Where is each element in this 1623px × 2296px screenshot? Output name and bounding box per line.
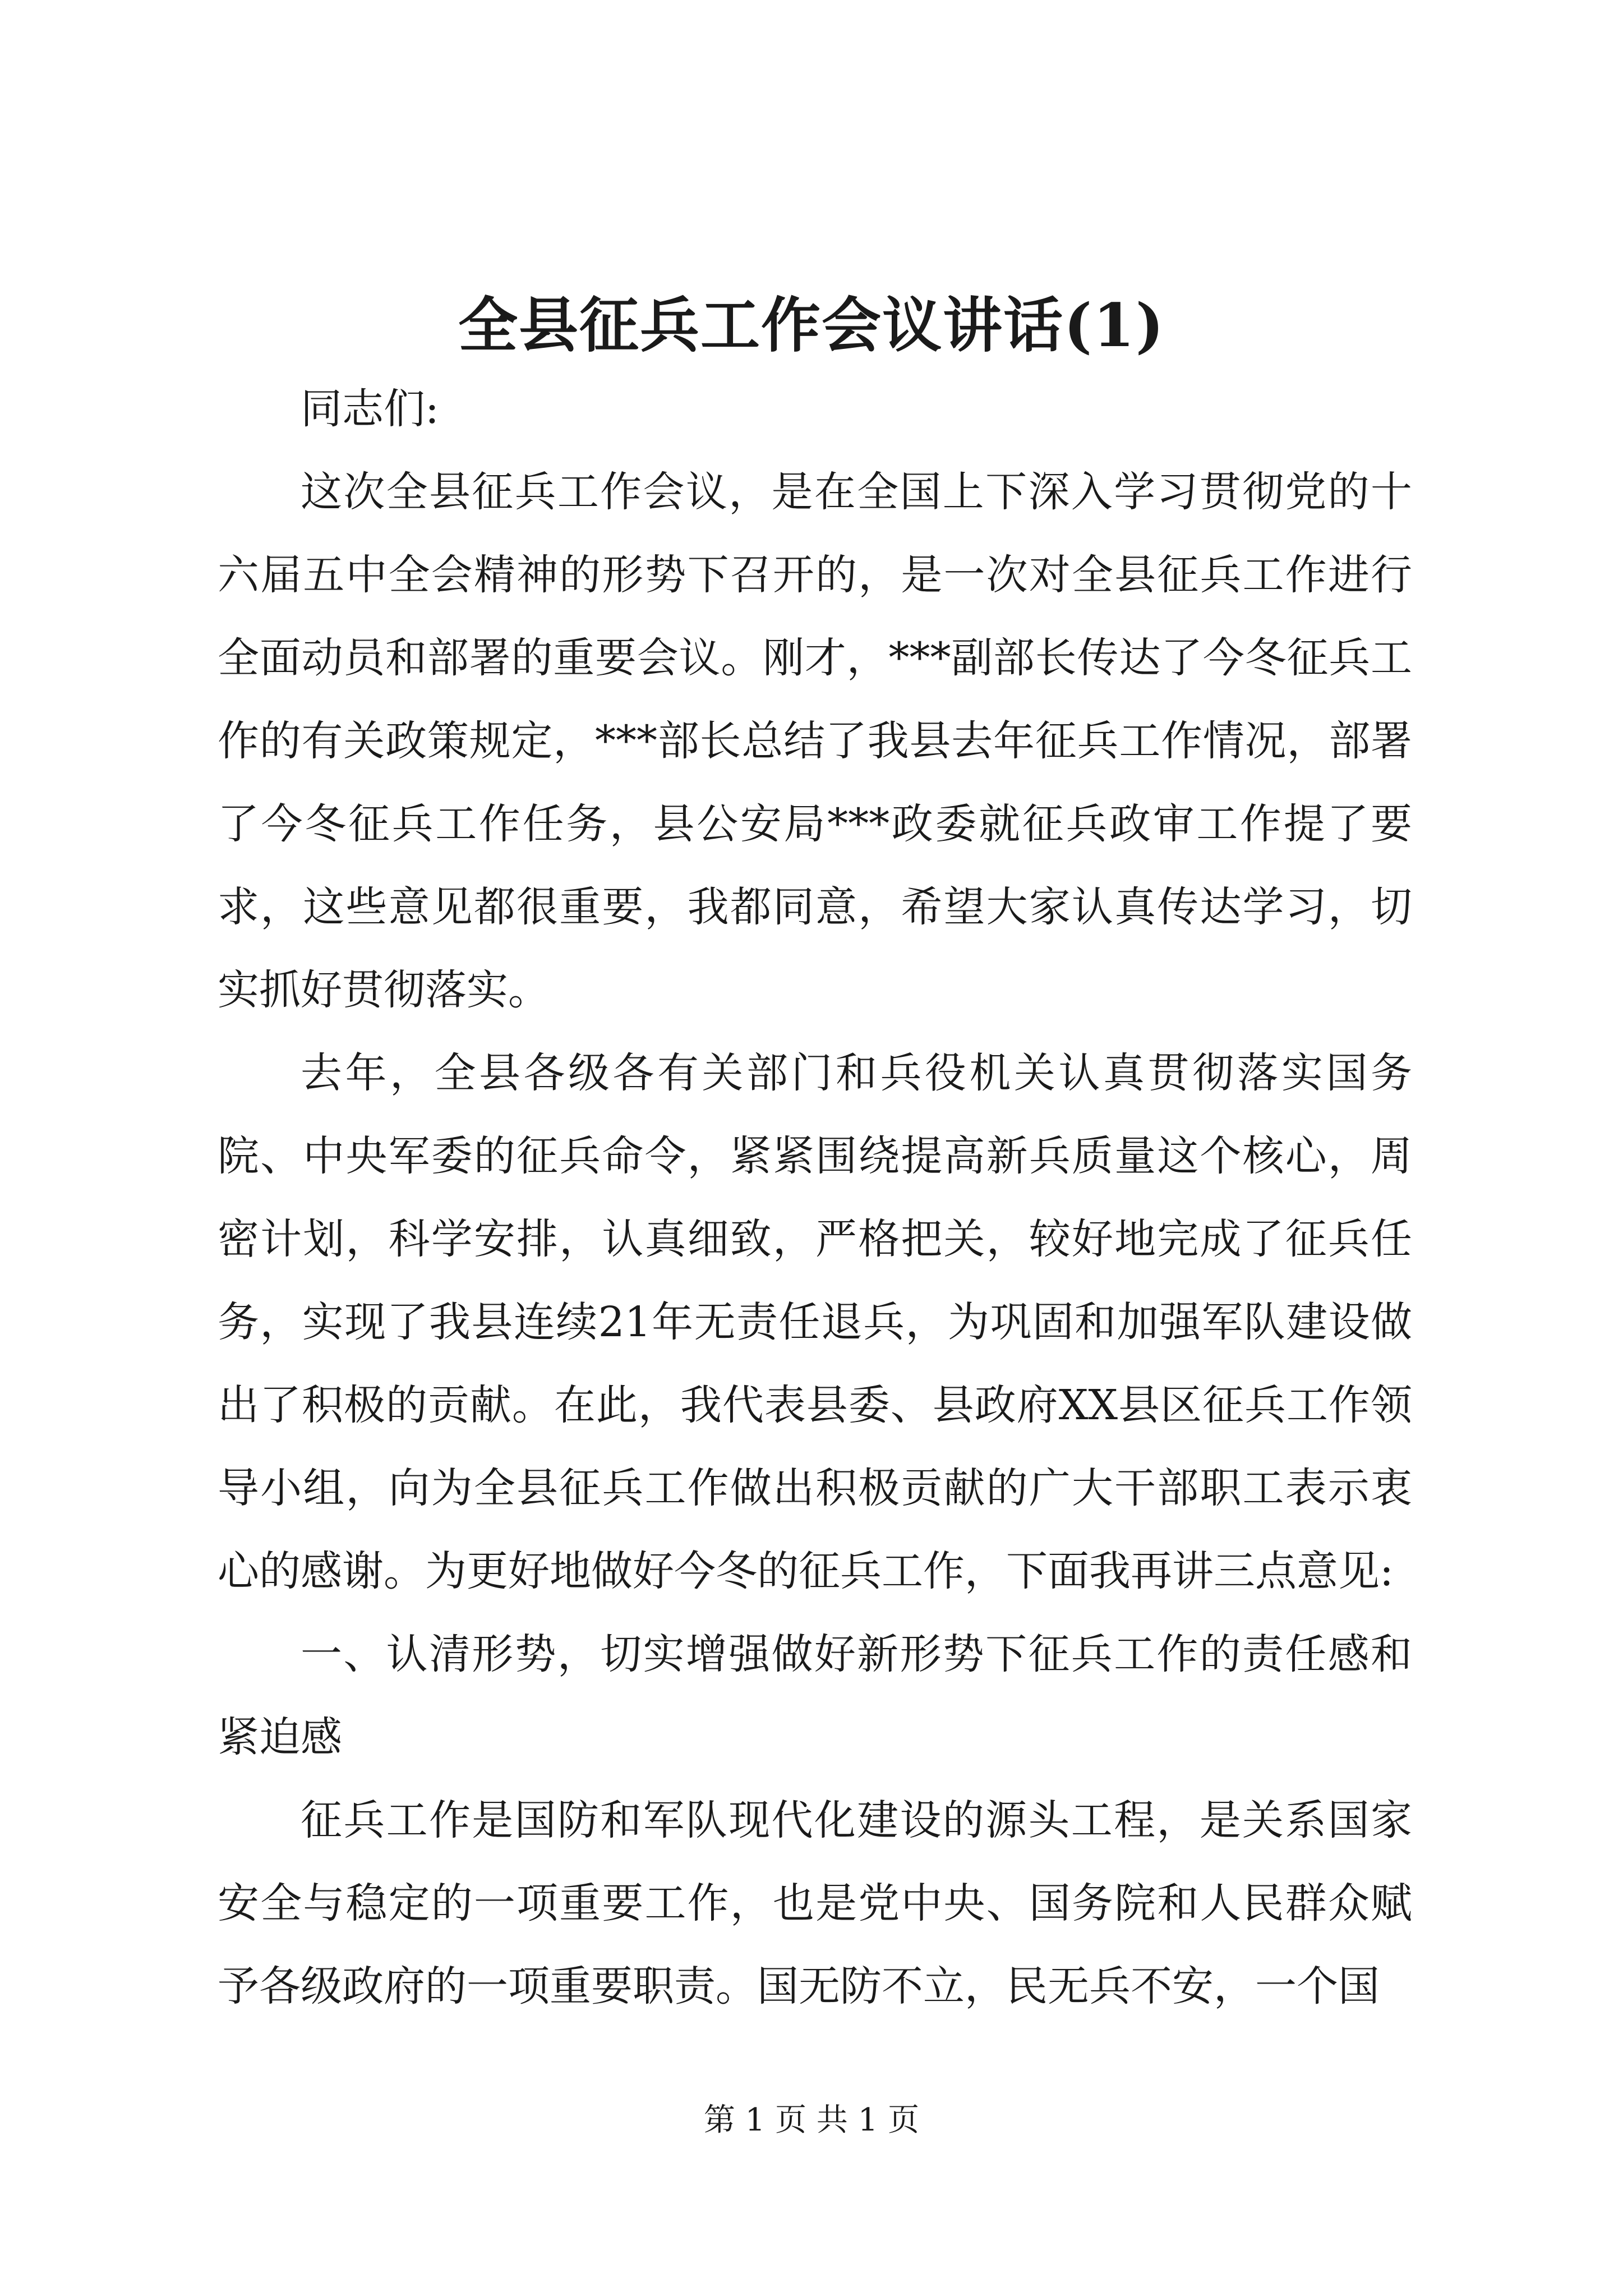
- body-paragraph: 这次全县征兵工作会议，是在全国上下深入学习贯彻党的十六届五中全会精神的形势下召开的，是一次对全县征兵工作进行全面动员和部署的重要会议。刚才，***副部长传达了今冬征兵工作的有关政策规定，***部长总结了我县去年征兵工作情况，部署了今冬征兵工作任务，县公安局***政委就征兵政审工作提了要求，这些意见都很重要，我都同意，希望大家认真传达学习，切实抓好贯彻落实。: [218, 468, 1412, 1014]
- body-paragraph: 征兵工作是国防和军队现代化建设的源头工程，是关系国家安全与稳定的一项重要工作，也是党中央、国务院和人民群众赋予各级政府的一项重要职责。国无防不立，民无兵不安，一个国: [218, 1796, 1412, 2010]
- document-body: [218, 367, 1412, 2028]
- salutation-paragraph: 同志们:: [301, 385, 439, 433]
- body-paragraph: 去年，全县各级各有关部门和兵役机关认真贯彻落实国务院、中央军委的征兵命令，紧紧围绕提高新兵质量这个核心，周密计划，科学安排，认真细致，严格把关，较好地完成了征兵任务，实现了我县连续21年无责任退兵，为巩固和加强军队建设做出了积极的贡献。在此，我代表县委、县政府XX县区征兵工作领导小组，向为全县征兵工作做出积极贡献的广大干部职工表示衷心的感谢。为更好地做好今冬的征兵工作，下面我再讲三点意见:: [218, 1049, 1412, 1595]
- section-heading-paragraph: 一、认清形势，切实增强做好新形势下征兵工作的责任感和紧迫感: [218, 1630, 1412, 1761]
- document-title: 全县征兵工作会议讲话(1): [458, 290, 1165, 360]
- page-footer: 第 1 页 共 1 页: [703, 2102, 920, 2138]
